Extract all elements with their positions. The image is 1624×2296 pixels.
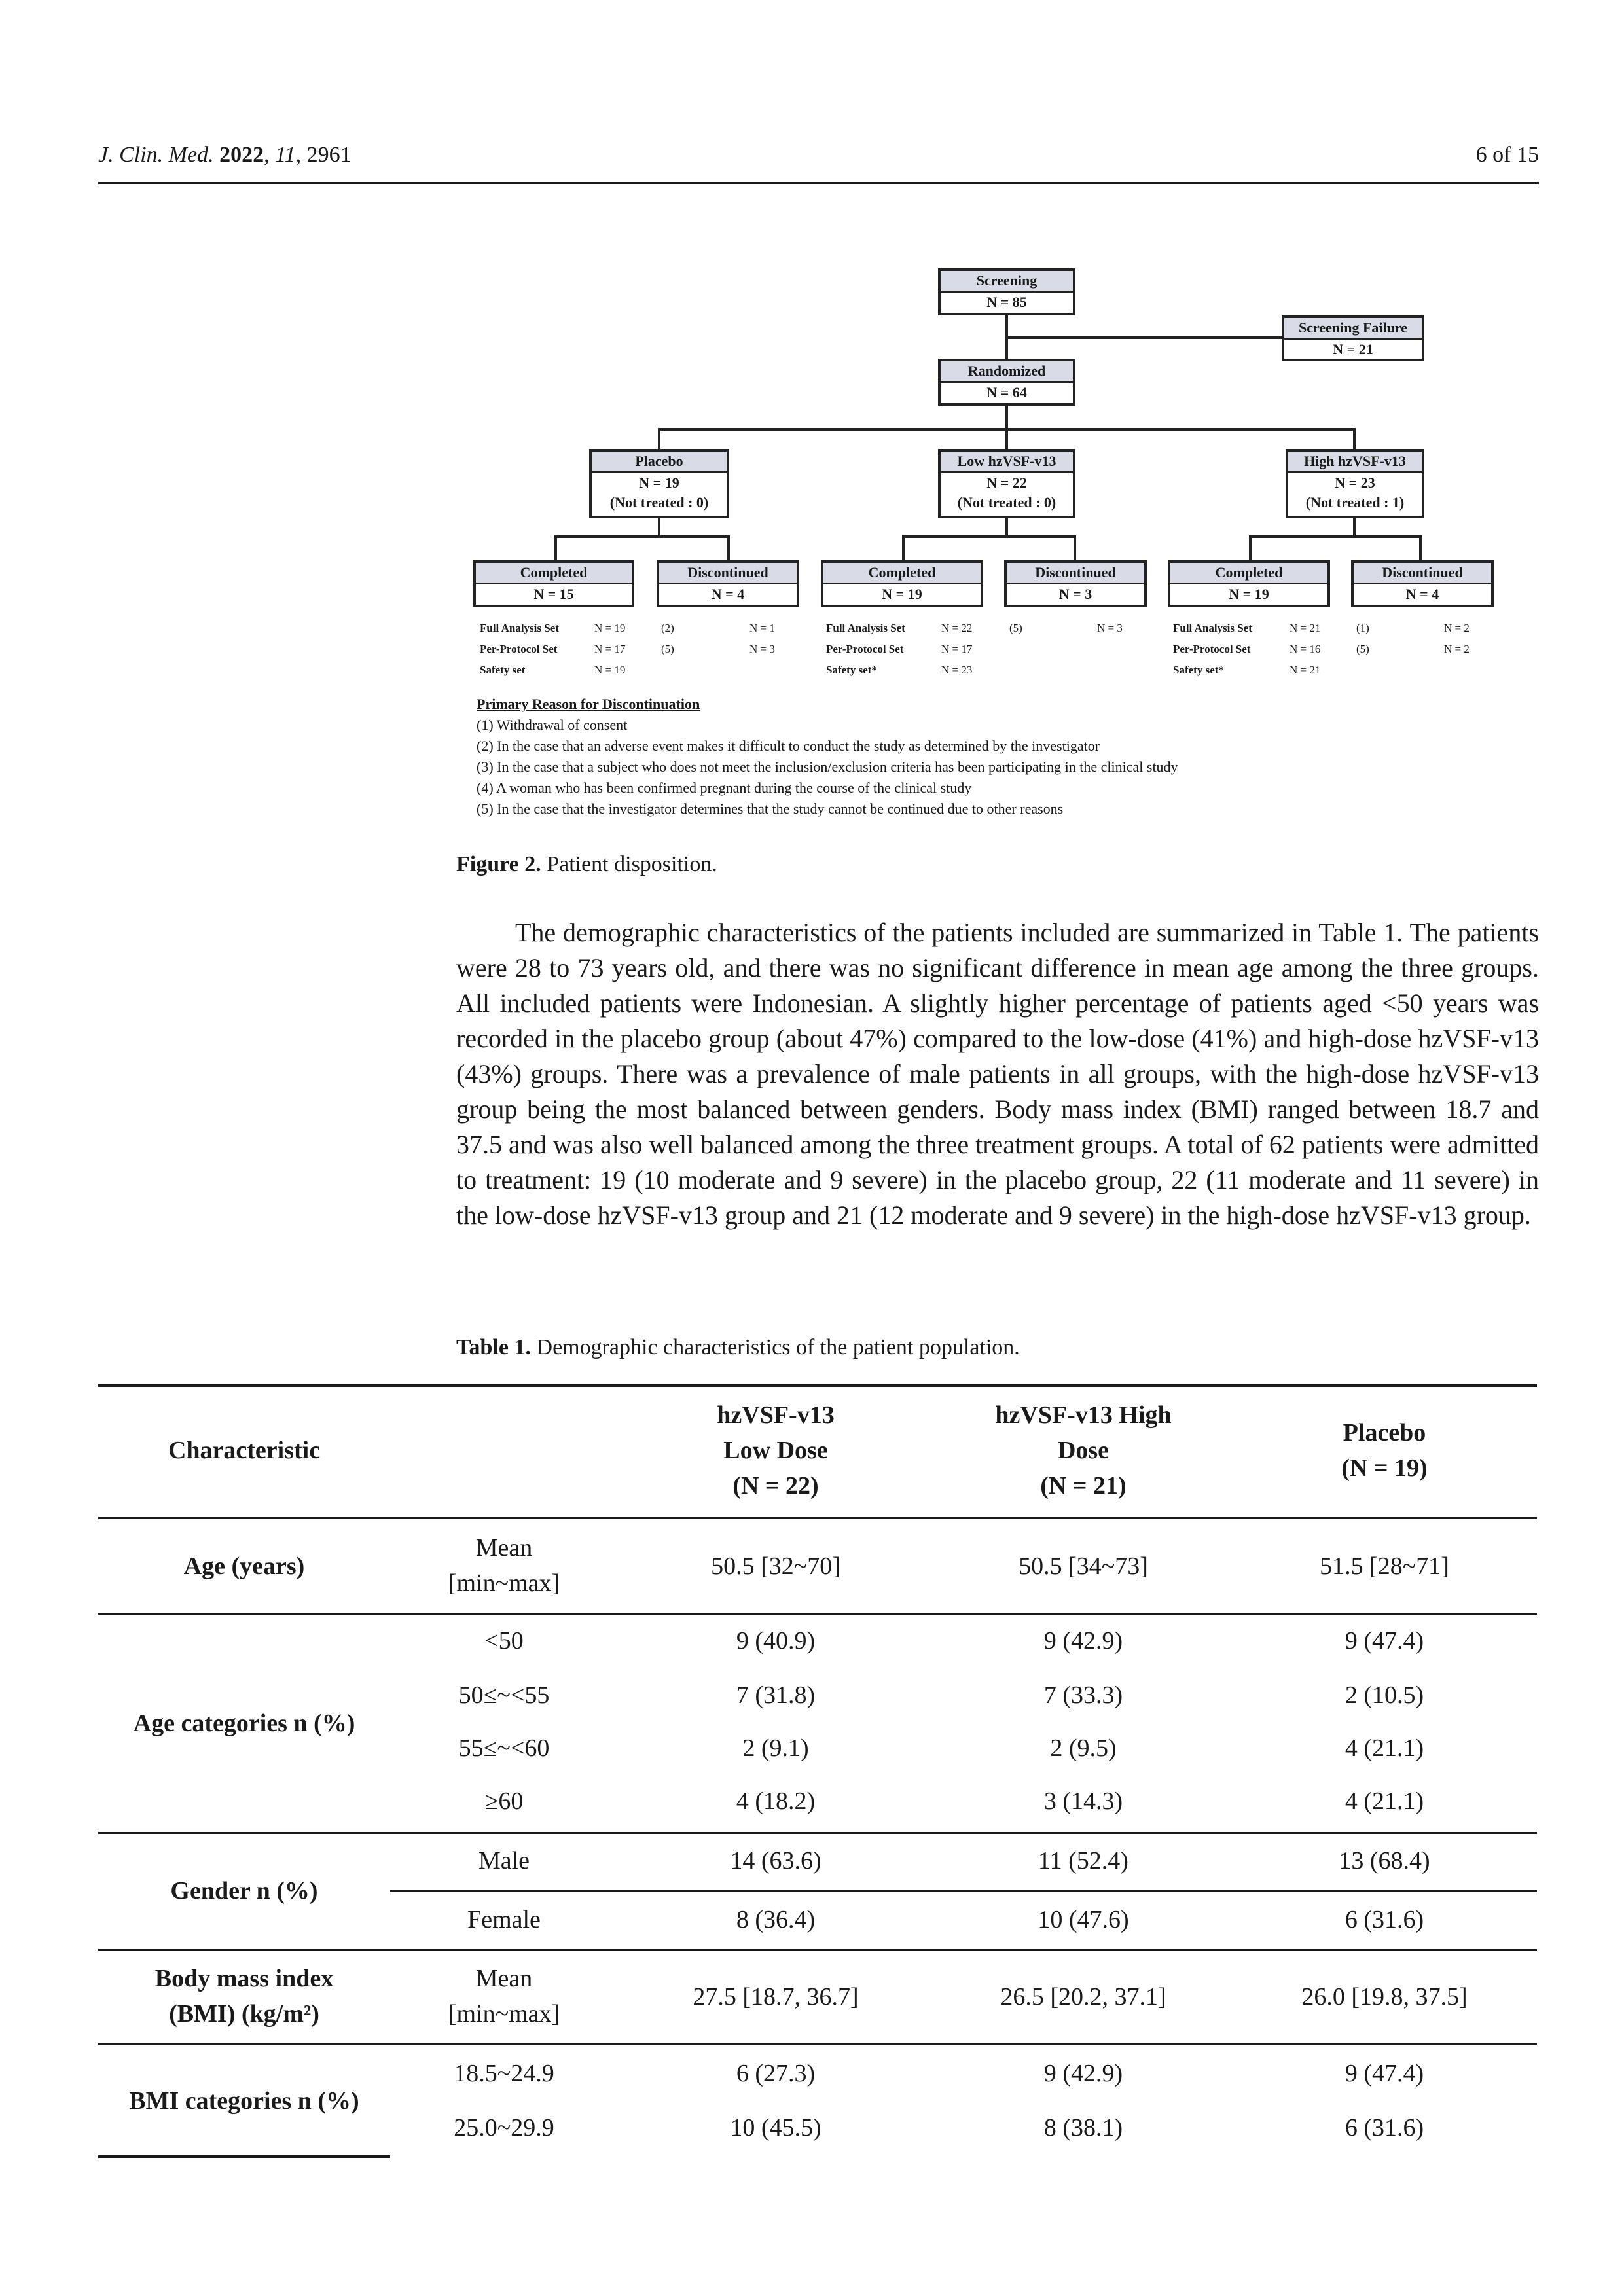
row-sublabel: 18.5~24.9 bbox=[454, 2060, 554, 2087]
connector bbox=[1419, 535, 1422, 560]
low-completed-box bbox=[821, 560, 983, 607]
connector bbox=[658, 428, 1356, 431]
reason-item: (2) In the case that an adverse event makes it difficult to conduct the study as determined by the investigator bbox=[477, 738, 1100, 754]
analysis-set-label: Per-Protocol Set bbox=[480, 643, 558, 655]
body-paragraph-text: The demographic characteristics of the patients included are summarized in Table 1. The patients were 28 to 73 years old, and there was no significant difference in mean age among the three groups. All included patients were Indonesian. A slightly higher percentage of patients aged <50 years was recorded in the placebo group (about 47%) compared to the low-dose (41%) and high-dose hzVSF-v13 (43%) groups. There was a prevalence of male patients in all groups, with the high-dose hzVSF-v13 group being the most balanced between genders. Body mass index (BMI) ranged between 18.7 and 37.5 and was also well balanced among the three treatment groups. A total of 62 patients were admitted to treatment: 19 (10 moderate and 9 severe) in the placebo group, 22 (11 moderate and 11 severe) in the low-dose hzVSF-v13 group and 21 (12 moderate and 9 severe) in the high-dose hzVSF-v13 group. bbox=[456, 918, 1539, 1230]
completed-title: Completed bbox=[1170, 563, 1327, 584]
analysis-set-n: N = 19 bbox=[594, 622, 626, 634]
header-line: hzVSF-v13 bbox=[717, 1401, 835, 1429]
journal-name: J. Clin. Med. bbox=[98, 143, 214, 167]
header-line: (N = 19) bbox=[1341, 1454, 1428, 1482]
reason-item: (4) A woman who has been confirmed pregnant during the course of the clinical study bbox=[477, 780, 972, 796]
analysis-set-label: Full Analysis Set bbox=[826, 622, 905, 634]
table-rule bbox=[98, 2043, 1537, 2045]
reason-item: (1) Withdrawal of consent bbox=[477, 717, 628, 733]
table-rule bbox=[98, 1613, 1537, 1615]
cell-low: 27.5 [18.7, 36.7] bbox=[693, 1983, 859, 2011]
cell-placebo: 4 (21.1) bbox=[1344, 1734, 1424, 1762]
arm-title: Placebo bbox=[592, 452, 727, 473]
reason-item: (3) In the case that a subject who does not meet the inclusion/exclusion criteria has been participating in the clinical study bbox=[477, 759, 1178, 775]
connector bbox=[1353, 428, 1356, 449]
cell-placebo: 9 (47.4) bbox=[1344, 2060, 1424, 2087]
row-sublabel: 25.0~29.9 bbox=[454, 2114, 554, 2142]
row-label-gender: Gender n (%) bbox=[170, 1877, 318, 1905]
cell-placebo: 51.5 [28~71] bbox=[1320, 1552, 1449, 1580]
reason-code: (5) bbox=[1356, 643, 1369, 655]
table-rule bbox=[98, 1517, 1537, 1519]
high-completed-box bbox=[1168, 560, 1330, 607]
screening-failure-count: N = 21 bbox=[1333, 341, 1373, 357]
analysis-set-n: N = 21 bbox=[1290, 622, 1321, 634]
table-bottom-rule bbox=[98, 2155, 390, 2158]
analysis-set-label: Per-Protocol Set bbox=[1173, 643, 1251, 655]
discontinued-title: Discontinued bbox=[1354, 563, 1491, 584]
low-discontinued-box bbox=[1004, 560, 1147, 607]
placebo-completed-box bbox=[473, 560, 634, 607]
journal-year: 2022 bbox=[219, 143, 264, 167]
analysis-set-label: Full Analysis Set bbox=[1173, 622, 1252, 634]
discontinued-title: Discontinued bbox=[659, 563, 797, 584]
cell-low: 10 (45.5) bbox=[730, 2114, 821, 2142]
discontinuation-reasons bbox=[477, 694, 1178, 819]
row-sublabel: <50 bbox=[484, 1627, 524, 1655]
connector bbox=[658, 518, 660, 537]
table-rule bbox=[98, 1832, 1537, 1834]
page-number: 6 of 15 bbox=[1475, 143, 1539, 167]
analysis-set-label: Safety set bbox=[480, 664, 526, 676]
header-line: Dose bbox=[1057, 1437, 1110, 1464]
analysis-set-label: Safety set* bbox=[1173, 664, 1224, 676]
completed-title: Completed bbox=[476, 563, 632, 584]
cell-placebo: 2 (10.5) bbox=[1344, 1681, 1424, 1709]
low-dose-arm-box bbox=[938, 449, 1075, 518]
cell-high: 9 (42.9) bbox=[1043, 1627, 1123, 1655]
header-line: (N = 21) bbox=[1040, 1472, 1127, 1499]
reason-n: N = 2 bbox=[1444, 622, 1470, 634]
cell-high: 50.5 [34~73] bbox=[1019, 1552, 1148, 1580]
completed-count: N = 19 bbox=[882, 586, 922, 602]
col-header-placebo bbox=[1257, 1415, 1512, 1486]
cell-low: 50.5 [32~70] bbox=[711, 1552, 840, 1580]
cell-low: 2 (9.1) bbox=[742, 1734, 809, 1762]
cell-high: 26.5 [20.2, 37.1] bbox=[1000, 1983, 1166, 2011]
connector bbox=[658, 428, 660, 449]
connector bbox=[1007, 336, 1282, 339]
completed-title: Completed bbox=[823, 563, 981, 584]
col-header-characteristic: Characteristic bbox=[168, 1437, 321, 1464]
placebo-arm-box bbox=[589, 449, 729, 518]
row-sublabel bbox=[393, 1961, 615, 2032]
discontinued-count: N = 4 bbox=[1405, 586, 1439, 602]
table-caption-text: Demographic characteristics of the patient population. bbox=[531, 1335, 1020, 1359]
row-label-age-categories: Age categories n (%) bbox=[133, 1710, 355, 1737]
cell-low: 14 (63.6) bbox=[730, 1847, 821, 1874]
analysis-set-n: N = 21 bbox=[1290, 664, 1321, 676]
header-line: Placebo bbox=[1343, 1419, 1426, 1446]
header-line: hzVSF-v13 High bbox=[995, 1401, 1172, 1429]
table-label: Table 1. bbox=[456, 1335, 532, 1359]
arm-title: High hzVSF-v13 bbox=[1288, 452, 1422, 473]
connector bbox=[1249, 535, 1422, 538]
article-number: 2961 bbox=[306, 143, 352, 167]
col-header-low-dose bbox=[648, 1397, 903, 1503]
randomized-box bbox=[938, 359, 1075, 406]
label-line: (BMI) (kg/m²) bbox=[169, 2000, 319, 2028]
cell-low: 4 (18.2) bbox=[736, 1787, 816, 1815]
analysis-set-n: N = 23 bbox=[941, 664, 973, 676]
arm-count: N = 19 bbox=[639, 475, 679, 491]
screening-failure-title: Screening Failure bbox=[1284, 318, 1422, 340]
arm-count: N = 22 bbox=[986, 475, 1027, 491]
connector bbox=[727, 535, 730, 560]
cell-high: 10 (47.6) bbox=[1038, 1906, 1129, 1933]
sublabel-line: [min~max] bbox=[448, 2000, 560, 2028]
running-header: J. Clin. Med. 2022, 11, 2961 bbox=[98, 143, 352, 167]
arm-not-treated: (Not treated : 0) bbox=[957, 494, 1056, 511]
col-header-high-dose bbox=[946, 1397, 1221, 1503]
completed-count: N = 15 bbox=[533, 586, 574, 602]
connector bbox=[1353, 518, 1356, 537]
header-rule bbox=[98, 182, 1539, 184]
connector bbox=[1005, 406, 1008, 449]
row-label-bmi-categories: BMI categories n (%) bbox=[129, 2087, 359, 2115]
cell-low: 9 (40.9) bbox=[736, 1627, 816, 1655]
sublabel-line: Mean bbox=[475, 1965, 533, 1992]
reason-code: (2) bbox=[661, 622, 674, 634]
screening-title: Screening bbox=[941, 271, 1073, 293]
reason-code: (1) bbox=[1356, 622, 1369, 634]
analysis-set-label: Safety set* bbox=[826, 664, 877, 676]
cell-placebo: 13 (68.4) bbox=[1339, 1847, 1430, 1874]
arm-count: N = 23 bbox=[1335, 475, 1375, 491]
connector bbox=[554, 535, 557, 560]
cell-high: 9 (42.9) bbox=[1043, 2060, 1123, 2087]
figure-caption bbox=[456, 852, 717, 877]
cell-low: 6 (27.3) bbox=[736, 2060, 816, 2087]
analysis-set-n: N = 16 bbox=[1290, 643, 1321, 655]
row-label-age: Age (years) bbox=[183, 1552, 305, 1580]
cell-low: 7 (31.8) bbox=[736, 1681, 816, 1709]
cell-high: 2 (9.5) bbox=[1050, 1734, 1117, 1762]
reason-n: N = 3 bbox=[1097, 622, 1123, 634]
arm-not-treated: (Not treated : 1) bbox=[1305, 494, 1405, 511]
analysis-set-n: N = 22 bbox=[941, 622, 973, 634]
arm-not-treated: (Not treated : 0) bbox=[609, 494, 709, 511]
reasons-heading: Primary Reason for Discontinuation bbox=[477, 696, 700, 712]
screening-failure-box bbox=[1282, 315, 1424, 361]
analysis-set-n: N = 17 bbox=[941, 643, 973, 655]
row-sublabel: Female bbox=[467, 1906, 541, 1933]
sublabel-line: [min~max] bbox=[448, 1570, 560, 1597]
table-rule bbox=[98, 1949, 1537, 1951]
row-sublabel: 50≤~<55 bbox=[458, 1681, 550, 1709]
screening-box bbox=[938, 268, 1075, 315]
table-rule bbox=[390, 1890, 1537, 1892]
cell-placebo: 6 (31.6) bbox=[1344, 1906, 1424, 1933]
row-sublabel: ≥60 bbox=[484, 1787, 524, 1815]
randomized-title: Randomized bbox=[941, 361, 1073, 383]
analysis-set-label: Full Analysis Set bbox=[480, 622, 559, 634]
reason-n: N = 1 bbox=[749, 622, 775, 634]
cell-low: 8 (36.4) bbox=[736, 1906, 816, 1933]
reason-item: (5) In the case that the investigator determines that the study cannot be continued due to other reasons bbox=[477, 800, 1064, 817]
connector bbox=[1074, 535, 1076, 560]
cell-placebo: 26.0 [19.8, 37.5] bbox=[1301, 1983, 1468, 2011]
cell-high: 7 (33.3) bbox=[1043, 1681, 1123, 1709]
connector bbox=[554, 535, 730, 538]
journal-volume: 11 bbox=[275, 143, 296, 167]
high-discontinued-box bbox=[1351, 560, 1494, 607]
body-paragraph bbox=[456, 915, 1539, 1233]
completed-count: N = 19 bbox=[1229, 586, 1269, 602]
cell-high: 8 (38.1) bbox=[1043, 2114, 1123, 2142]
sublabel-line: Mean bbox=[475, 1534, 533, 1562]
cell-placebo: 4 (21.1) bbox=[1344, 1787, 1424, 1815]
discontinued-title: Discontinued bbox=[1007, 563, 1144, 584]
screening-count: N = 85 bbox=[986, 294, 1027, 310]
connector bbox=[1005, 518, 1008, 537]
high-dose-arm-box bbox=[1286, 449, 1424, 518]
discontinued-count: N = 3 bbox=[1058, 586, 1092, 602]
reason-n: N = 2 bbox=[1444, 643, 1470, 655]
connector bbox=[902, 535, 905, 560]
placebo-discontinued-box bbox=[657, 560, 799, 607]
cell-high: 3 (14.3) bbox=[1043, 1787, 1123, 1815]
analysis-set-label: Per-Protocol Set bbox=[826, 643, 904, 655]
table-top-rule bbox=[98, 1384, 1537, 1387]
row-label-bmi bbox=[98, 1961, 390, 2032]
cell-high: 11 (52.4) bbox=[1038, 1847, 1128, 1874]
arm-title: Low hzVSF-v13 bbox=[941, 452, 1073, 473]
row-sublabel: 55≤~<60 bbox=[458, 1734, 550, 1762]
header-line: (N = 22) bbox=[732, 1472, 819, 1499]
randomized-count: N = 64 bbox=[986, 384, 1027, 401]
reason-code: (5) bbox=[1009, 622, 1022, 634]
cell-placebo: 9 (47.4) bbox=[1344, 1627, 1424, 1655]
cell-placebo: 6 (31.6) bbox=[1344, 2114, 1424, 2142]
table-caption bbox=[456, 1335, 1020, 1360]
reason-code: (5) bbox=[661, 643, 674, 655]
discontinued-count: N = 4 bbox=[711, 586, 745, 602]
connector bbox=[902, 535, 1076, 538]
row-sublabel: Male bbox=[478, 1847, 530, 1874]
connector bbox=[1249, 535, 1252, 560]
analysis-set-n: N = 17 bbox=[594, 643, 626, 655]
reason-n: N = 3 bbox=[749, 643, 775, 655]
figure-label: Figure 2. bbox=[456, 852, 541, 876]
row-sublabel bbox=[393, 1530, 615, 1601]
analysis-set-n: N = 19 bbox=[594, 664, 626, 676]
figure-caption-text: Patient disposition. bbox=[541, 852, 717, 876]
label-line: Body mass index bbox=[154, 1965, 334, 1992]
header-line: Low Dose bbox=[723, 1437, 828, 1464]
